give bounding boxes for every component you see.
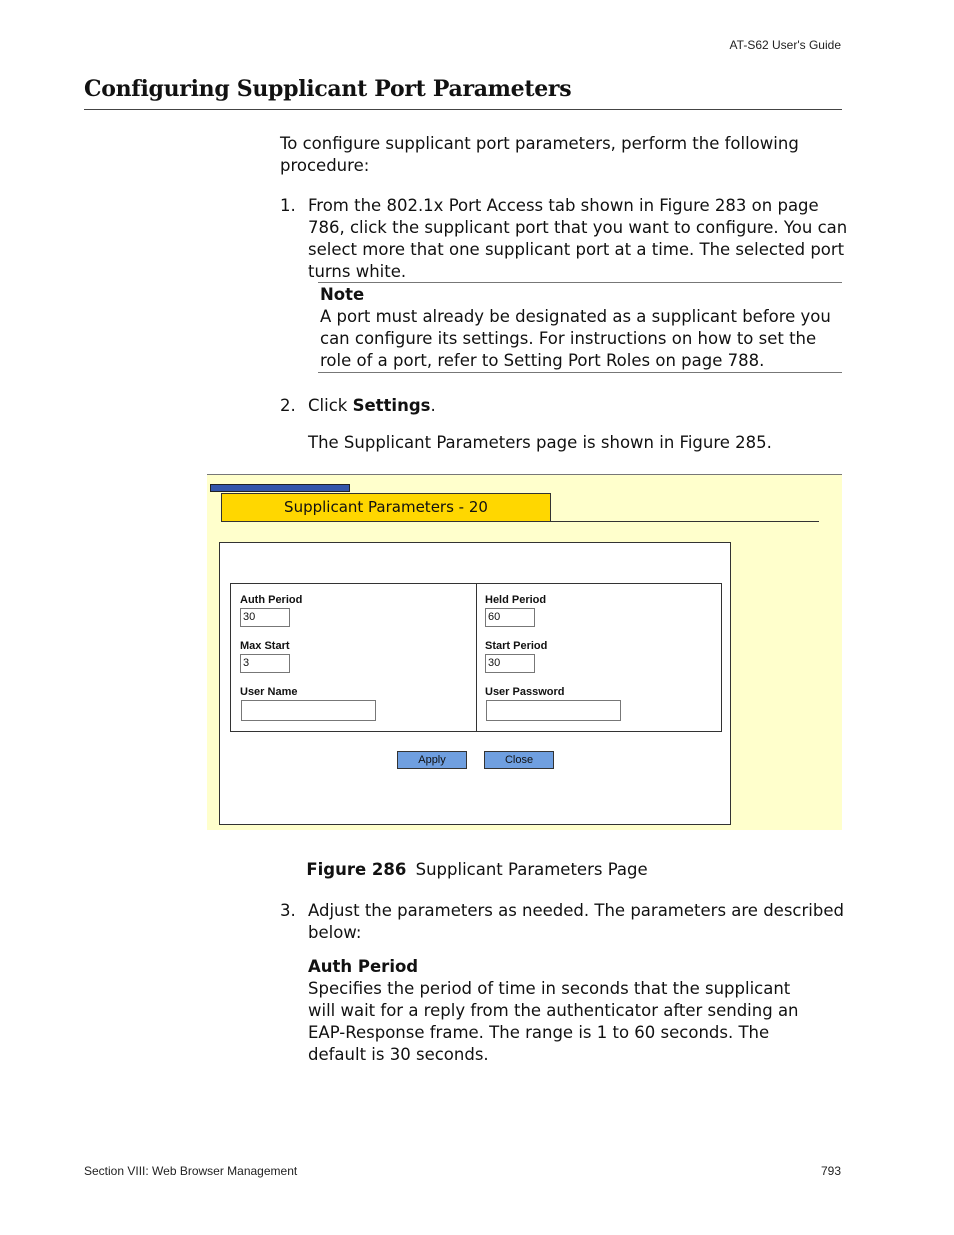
start-period-input[interactable]: 30 — [485, 654, 535, 673]
intro-paragraph: To configure supplicant port parameters, perform the following procedure: — [280, 134, 799, 175]
footer-section: Section VIII: Web Browser Management — [84, 1164, 298, 1178]
figure-caption-text: Supplicant Parameters Page — [415, 860, 648, 879]
settings-emphasis: Settings — [352, 396, 431, 415]
supplicant-parameters-figure — [207, 474, 842, 830]
running-header: AT-S62 User's Guide — [729, 38, 841, 52]
apply-button[interactable]: Apply — [397, 751, 467, 769]
figure-caption — [0, 860, 954, 879]
step-2 — [280, 395, 845, 417]
note-box — [318, 282, 842, 373]
auth-period-label: Auth Period — [240, 594, 303, 606]
user-password-input[interactable] — [486, 700, 621, 721]
parameters-grid — [230, 583, 722, 732]
figure-number: Figure 286 — [306, 860, 407, 879]
close-button[interactable]: Close — [484, 751, 554, 769]
user-name-label: User Name — [240, 686, 298, 698]
step-number: 1. — [280, 196, 296, 215]
step-number: 3. — [280, 901, 296, 920]
auth-period-description: Specifies the period of time in seconds that the supplicant will wait for a reply from the authenticator after sending an EAP-Response frame. The range is 1 to 60 seconds. The default is 30 seconds. — [308, 979, 799, 1064]
user-name-input[interactable] — [241, 700, 376, 721]
section-title: Configuring Supplicant Port Parameters — [84, 76, 842, 110]
user-password-label: User Password — [485, 686, 565, 698]
note-title: Note — [320, 285, 365, 304]
auth-period-heading: Auth Period — [308, 957, 419, 976]
tab-bar-accent — [210, 484, 350, 492]
held-period-label: Held Period — [485, 594, 547, 606]
note-body: A port must already be designated as a supplicant before you can configure its settings. For instructions on how to set the role of a port, refer to Setting Port Roles on page 788. — [320, 307, 831, 370]
max-start-label: Max Start — [240, 640, 290, 652]
max-start-input[interactable]: 3 — [240, 654, 290, 673]
step-1 — [280, 195, 848, 281]
step-text-prefix: Click — [308, 396, 353, 415]
step-3 — [280, 900, 845, 944]
step-text — [308, 395, 848, 417]
held-period-input[interactable]: 60 — [485, 608, 535, 627]
step-text: Adjust the parameters as needed. The parameters are described below: — [308, 901, 844, 942]
tab-underline — [551, 521, 819, 522]
step-text-suffix: . — [430, 396, 436, 415]
settings-panel — [219, 542, 731, 825]
page-number: 793 — [820, 1164, 841, 1178]
step-2-followup: The Supplicant Parameters page is shown in Figure 285. — [308, 433, 772, 452]
auth-period-input[interactable]: 30 — [240, 608, 290, 627]
grid-divider — [476, 584, 477, 731]
tab-supplicant-parameters[interactable]: Supplicant Parameters - 20 — [221, 493, 551, 522]
start-period-label: Start Period — [485, 640, 548, 652]
step-text: From the 802.1x Port Access tab shown in Figure 283 on page 786, click the supplicant port that you want to configure. You can select more that one supplicant port at a time. The selected port turns white. — [308, 196, 848, 281]
step-number: 2. — [280, 396, 296, 415]
